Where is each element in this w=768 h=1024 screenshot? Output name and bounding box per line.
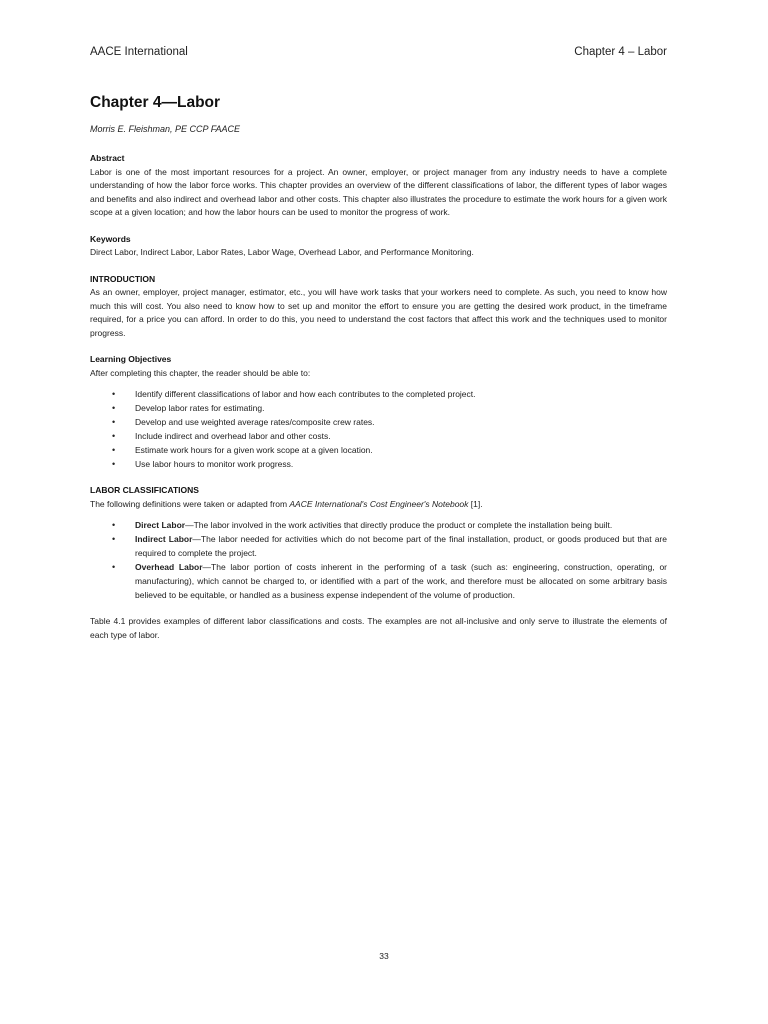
term-overhead-labor: Overhead Labor — [135, 562, 203, 572]
bullet-icon: • — [112, 520, 116, 530]
keywords-text: Direct Labor, Indirect Labor, Labor Rates, Labor Wage, Overhead Labor, and Performance Monitoring. — [90, 247, 474, 257]
running-header — [90, 46, 667, 58]
list-item — [90, 560, 667, 602]
abstract-text: Labor is one of the most important resources for a project. An owner, employer, or project manager from any industry needs to have a complete understanding of how the labor force works. This chapter provides an overview of the different classifications of labor, the different types of labor wages and benefits and also indirect and overhead labor and other costs. This chapter also illustrates the procedure to estimate the work hours for a given work scope at a given location; and how the labor hours can be used to monitor the progress of work. — [90, 166, 667, 217]
page-content — [90, 94, 667, 642]
learning-objectives-list — [90, 387, 667, 471]
bullet-icon: • — [112, 417, 116, 427]
bullet-icon: • — [112, 445, 116, 455]
bullet-icon: • — [112, 389, 116, 399]
introduction-text: As an owner, employer, project manager, estimator, etc., you will have work tasks that your workers need to complete. As such, you need to know how much this will cost. You also need to know how to set up and monitor the effort to ensure you are getting the desired work product, in the timeframe required, for a price you can afford. In order to do this, you need to understand the cost factors that affect this work and the techniques used to monitor progress. — [90, 287, 667, 338]
term-direct-labor: Direct Labor — [135, 520, 186, 530]
abstract-heading: Abstract — [90, 153, 125, 163]
introduction-heading: INTRODUCTION — [90, 273, 156, 284]
labor-classifications-intro: The following definitions were taken or adapted from AACE International's Cost Engineer's Notebook [1]. — [90, 498, 483, 509]
learning-objectives-section — [90, 353, 667, 471]
page-number: 33 — [379, 951, 389, 961]
bullet-icon: • — [112, 403, 116, 413]
list-item: • Estimate work hours for a given work scope at a given location. — [112, 445, 373, 455]
list-item: • Include indirect and overhead labor and other costs. — [112, 431, 331, 441]
list-item — [90, 532, 667, 560]
definition-direct-labor: —The labor involved in the work activities that directly produce the product or complete the installation being built. — [185, 520, 613, 530]
chapter-title: Chapter 4—Labor — [90, 94, 221, 111]
abstract-section — [90, 152, 667, 220]
list-item: • Develop labor rates for estimating. — [112, 403, 265, 413]
header-right-text: Chapter 4 – Labor — [574, 46, 667, 58]
list-item — [90, 518, 667, 532]
list-item: • Use labor hours to monitor work progress. — [112, 459, 294, 469]
bullet-icon: • — [112, 534, 116, 544]
learning-objectives-intro: After completing this chapter, the reader should be able to: — [90, 367, 311, 378]
learning-objectives-heading: Learning Objectives — [90, 354, 172, 364]
list-item: • Develop and use weighted average rates/composite crew rates. — [112, 417, 375, 427]
definition-overhead-labor: —The labor portion of costs inherent in the performing of a task (such as: engineering, construction, operating, or manufacturing), which cannot be charged to, or identified with a part of the work, and therefore must be allocated on some arbitrary basis believed to be equitable, or handled as a business expense independent of the volume of production. — [135, 562, 668, 600]
introduction-section — [90, 273, 667, 341]
bullet-icon: • — [112, 562, 116, 572]
keywords-section — [90, 233, 667, 260]
labor-classifications-section — [90, 484, 667, 602]
bullet-icon: • — [112, 459, 116, 469]
labor-classifications-list — [90, 518, 667, 602]
definition-indirect-labor: —The labor needed for activities which do not become part of the final installation, product, or goods produced but that are required to complete the project. — [135, 534, 667, 558]
closing-paragraph: Table 4.1 provides examples of different labor classifications and costs. The examples are not all-inclusive and only serve to illustrate the elements of each type of labor. — [90, 616, 667, 640]
author-line: Morris E. Fleishman, PE CCP FAACE — [90, 124, 241, 134]
header-left-text: AACE International — [90, 46, 188, 58]
source-title: AACE International's Cost Engineer's Notebook — [289, 498, 469, 509]
term-indirect-labor: Indirect Labor — [135, 534, 193, 544]
keywords-heading: Keywords — [90, 233, 131, 244]
labor-classifications-heading: LABOR CLASSIFICATIONS — [90, 485, 199, 495]
list-item: • Identify different classifications of labor and how each contributes to the completed project. — [112, 389, 476, 399]
bullet-icon: • — [112, 431, 116, 441]
